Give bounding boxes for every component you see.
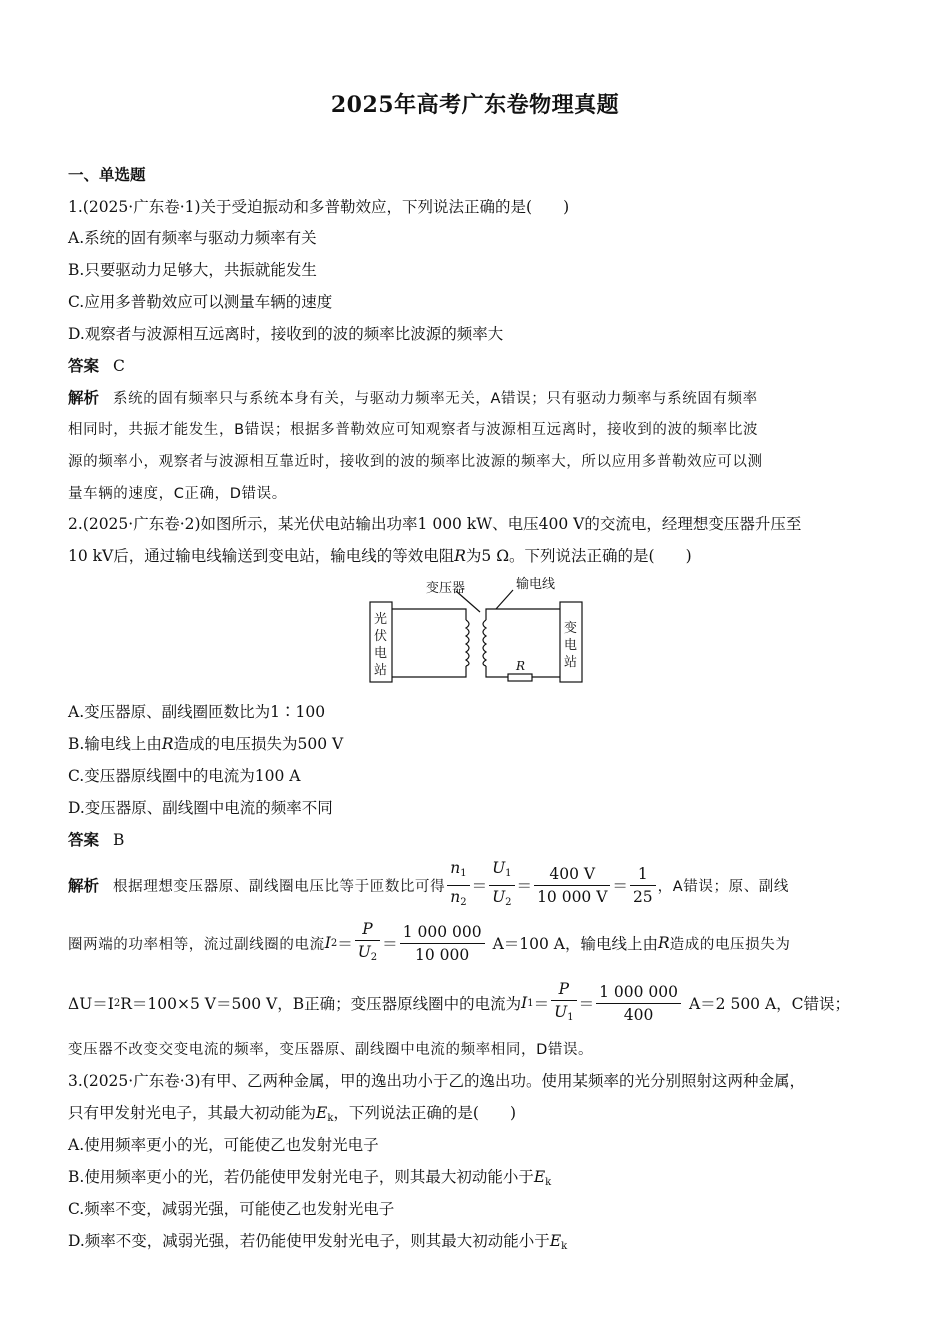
subscript: 2	[505, 896, 512, 908]
q2-stem-text-end: 为5 Ω。下列说法正确的是( )	[465, 547, 692, 565]
circuit-diagram	[368, 576, 588, 686]
subscript: 1	[527, 997, 534, 1009]
var-i: I	[324, 934, 331, 952]
q1-option-c: C.应用多普勒效应可以测量车辆的速度	[68, 293, 333, 311]
var-e: E	[533, 1168, 546, 1186]
resistor	[508, 674, 532, 681]
q2-stem-line-2	[68, 546, 692, 566]
answer-label: 答案	[68, 356, 100, 375]
pv-char-3: 电	[374, 646, 388, 661]
q1-analysis-line-4: 量车辆的速度，C正确，D错误。	[68, 486, 287, 502]
numerator: 1 000 000	[596, 981, 681, 1004]
fraction-1000000-400	[596, 981, 681, 1026]
answer-value: B	[113, 831, 125, 849]
analysis-text-end: A＝2 500 A，C错误；	[688, 995, 851, 1013]
analysis-text: 根据理想变压器原、副线圈电压比等于匝数比可得	[113, 878, 446, 895]
analysis-text: 圈两端的功率相等，流过副线圈的电流	[68, 936, 325, 953]
var-e: E	[549, 1232, 562, 1250]
numerator: 400 V	[534, 863, 610, 886]
analysis-label: 解析	[68, 388, 100, 407]
q2-analysis-line-2	[68, 918, 790, 968]
secondary-coil	[483, 620, 486, 666]
section-heading: 一、单选题	[68, 165, 146, 184]
page-title: 2025年高考广东卷物理真题	[330, 92, 620, 118]
q2-answer	[68, 830, 124, 850]
q1-analysis-line-3: 源的频率小，观察者与波源相互靠近时，接收到的波的频率比波源的频率大，所以应用多普勒效应可以测	[68, 454, 763, 470]
subscript: k	[545, 1177, 552, 1188]
equals-sign: ＝	[612, 877, 628, 895]
option-text: B.输电线上由	[68, 735, 162, 753]
analysis-text-end: ，A错误；原、副线	[657, 878, 789, 895]
q3-stem-line-1: 3.(2025·广东卷·3)有甲、乙两种金属，甲的逸出功小于乙的逸出功。使用某频率的光分别照射这两种金属，	[68, 1072, 806, 1090]
var-i: I	[521, 994, 528, 1012]
equals-sign: ＝	[382, 935, 398, 953]
equals-sign: ＝	[516, 877, 533, 895]
fraction-n1-n2	[447, 857, 469, 914]
analysis-text-mid: R＝100×5 V＝500 V，B正确；变压器原线圈中的电流为	[120, 995, 522, 1013]
subscript: 1	[460, 867, 467, 879]
answer-label: 答案	[68, 830, 100, 849]
q2-analysis-line-4: 变压器不改变交变电流的频率，变压器原、副线圈中电流的频率相同，D错误。	[68, 1042, 594, 1058]
q1-analysis-line-2: 相同时，共振才能发生，B错误；根据多普勒效应可知观察者与波源相互远离时，接收到的波的频率比波	[68, 422, 759, 438]
q3-stem-text: 只有甲发射光电子，其最大初动能为	[68, 1104, 317, 1122]
q2-stem-line-1: 2.(2025·广东卷·2)如图所示，某光伏电站输出功率1 000 kW、电压400 V的交流电，经理想变压器升压至	[68, 515, 802, 533]
option-text: B.使用频率更小的光，若仍能使甲发射光电子，则其最大初动能小于	[68, 1168, 534, 1186]
subscript: 2	[113, 997, 121, 1009]
var-u: U	[554, 1002, 568, 1021]
fraction-400-10000	[534, 863, 610, 908]
pv-char-4: 站	[374, 663, 388, 678]
subscript: 2	[330, 937, 338, 949]
var-u: U	[492, 858, 506, 877]
q2-option-a: A.变压器原、副线圈匝数比为1∶100	[68, 703, 326, 721]
q1-stem: 1.(2025·广东卷·1)关于受迫振动和多普勒效应，下列说法正确的是( )	[68, 198, 570, 216]
var-r: R	[161, 735, 174, 753]
sub-char-2: 电	[564, 638, 578, 653]
q3-option-a: A.使用频率更小的光，可能使乙也发射光电子	[68, 1136, 379, 1154]
equals-sign: ＝	[337, 935, 353, 953]
pv-char-1: 光	[374, 612, 388, 627]
q3-option-c: C.频率不变，减弱光强，可能使乙也发射光电子	[68, 1200, 395, 1218]
analysis-text-mid: A＝100 A，输电线上由	[492, 935, 658, 953]
var-u: U	[492, 887, 506, 906]
var-n: n	[450, 858, 461, 877]
var-n: n	[450, 887, 461, 906]
var-u: U	[357, 942, 371, 961]
numerator: 1	[630, 863, 656, 886]
q2-option-d: D.变压器原、副线圈中电流的频率不同	[68, 799, 333, 817]
analysis-text-end: 造成的电压损失为	[669, 936, 791, 953]
fraction-1000000-10000	[400, 921, 485, 966]
q1-option-a: A.系统的固有频率与驱动力频率有关	[68, 229, 317, 247]
q1-analysis-line-1	[68, 388, 758, 409]
equals-sign: ＝	[533, 995, 550, 1013]
fraction-1-25	[630, 863, 656, 908]
equals-sign: ＝	[471, 877, 488, 895]
subscript: 2	[370, 951, 378, 963]
var-e: E	[316, 1104, 328, 1122]
q2-analysis-line-3	[68, 978, 850, 1028]
var-r: R	[657, 934, 670, 952]
primary-coil	[466, 620, 469, 666]
pv-char-2: 伏	[374, 629, 388, 644]
analysis-label: 解析	[68, 876, 100, 895]
q3-stem-line-2	[68, 1103, 516, 1129]
q1-option-d: D.观察者与波源相互远离时，接收到的波的频率比波源的频率大	[68, 325, 504, 343]
subscript: 2	[460, 896, 467, 908]
subscript: 1	[567, 1011, 574, 1023]
subscript: 1	[505, 867, 512, 879]
equals-sign: ＝	[578, 995, 595, 1013]
denominator: 10 000 V	[537, 887, 608, 906]
subscript: k	[327, 1113, 334, 1124]
fraction-p-u2	[355, 918, 380, 969]
denominator: 25	[632, 887, 653, 906]
line-label: 输电线	[516, 577, 556, 592]
analysis-text: ΔU＝I	[68, 995, 114, 1013]
q2-analysis-line-1	[68, 860, 789, 910]
q1-answer	[68, 356, 125, 376]
denominator: 10 000	[415, 945, 470, 964]
var-r: R	[454, 547, 466, 565]
q3-stem-text-end: ，下列说法正确的是( )	[333, 1104, 517, 1122]
answer-value: C	[113, 357, 125, 375]
fraction-p-u1	[551, 978, 576, 1029]
fraction-u1-u2	[489, 857, 514, 914]
var-p: P	[558, 979, 570, 998]
q2-option-b	[68, 734, 343, 754]
transformer-label: 变压器	[426, 581, 466, 596]
q1-option-b: B.只要驱动力足够大，共振就能发生	[68, 261, 317, 279]
option-text: D.频率不变，减弱光强，若仍能使甲发射光电子，则其最大初动能小于	[68, 1232, 550, 1250]
subscript: k	[561, 1241, 568, 1252]
var-p: P	[362, 919, 373, 938]
analysis-text: 系统的固有频率只与系统本身有关，与驱动力频率无关，A错误；只有驱动力频率与系统固有频率	[113, 391, 758, 407]
numerator: 1 000 000	[400, 921, 485, 944]
sub-char-1: 变	[564, 621, 578, 636]
q3-option-d	[68, 1231, 567, 1257]
q2-option-c: C.变压器原线圈中的电流为100 A	[68, 767, 301, 785]
sub-char-3: 站	[564, 655, 578, 670]
resistor-label: R	[516, 659, 526, 673]
option-text-end: 造成的电压损失为500 V	[173, 735, 344, 753]
q2-stem-text: 10 kV后，通过输电线输送到变电站，输电线的等效电阻	[68, 547, 455, 565]
q3-option-b	[68, 1167, 551, 1193]
denominator: 400	[623, 1005, 654, 1024]
